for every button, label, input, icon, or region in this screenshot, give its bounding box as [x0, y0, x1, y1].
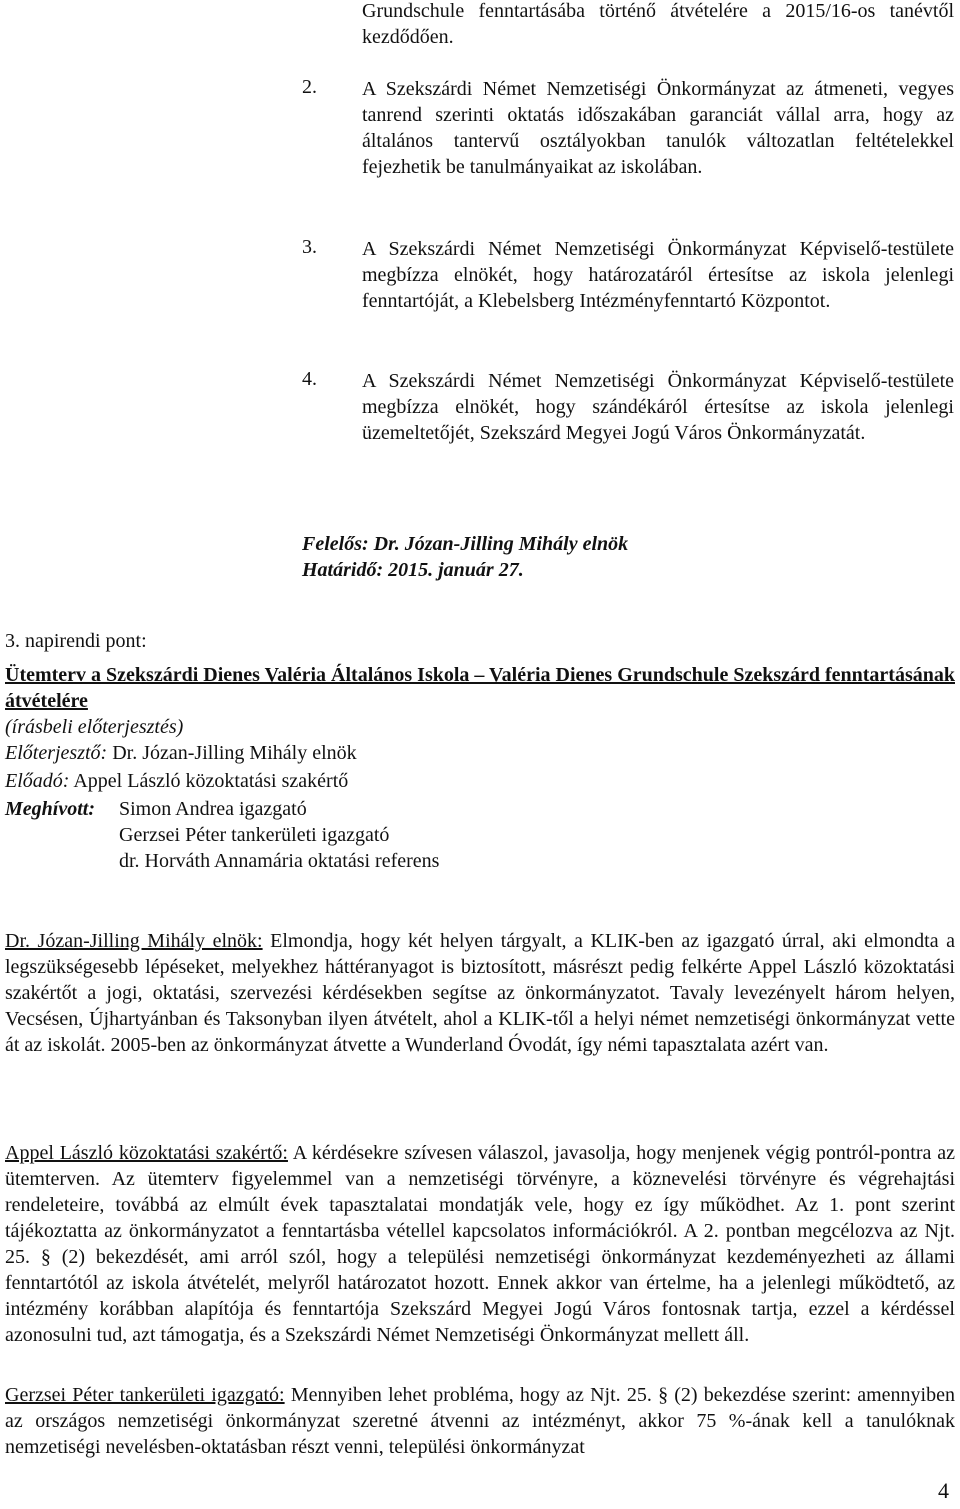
speaker-name: Appel László közoktatási szakértő:	[5, 1142, 288, 1164]
invited-person: Gerzsei Péter tankerületi igazgató	[119, 824, 390, 846]
presenter-name: Dr. Józan-Jilling Mihály elnök	[112, 742, 357, 764]
presenter-label: Előterjesztő:	[5, 742, 108, 764]
deadline-line: Határidő: 2015. január 27.	[302, 559, 524, 581]
list-item-text: A Szekszárdi Német Nemzetiségi Önkormányzat Képviselő-testülete megbízza elnökét, hogy határozatáról értesítse az iskola jelenlegi fenntartóját, a Klebelsberg Intézményfenntartó Központot.	[362, 238, 954, 312]
list-item-text: A Szekszárdi Német Nemzetiségi Önkormányzat Képviselő-testülete megbízza elnökét, hogy szándékáról értesítse az iskola jelenlegi üzemeltetőjét, Szekszárd Megyei Jogú Város Önkormányzatát.	[362, 370, 954, 444]
agenda-number: 3. napirendi pont:	[5, 630, 147, 652]
written-note: (írásbeli előterjesztés)	[5, 716, 184, 738]
speaker-name: Gerzsei Péter tankerületi igazgató:	[5, 1384, 285, 1406]
paragraph-text: Elmondja, hogy két helyen tárgyalt, a KLIK-ben az igazgató úrral, aki elmondta a legszükségesebb lépéseket, melyekhez háttéranyagot is biztosított, másrészt pedig felkérte Appel László közoktatási szakértőt a jogi, oktatási, szervezési kérdésekben segítse az önkormányzatot. Tavaly levezényelt három helyen, Vecsésen, Újhartyánban és Taksonyban ilyen átvételt, ahol a KLIK-től a helyi német nemzetiségi önkormányzat vette át az iskolát. 2005-ben az önkormányzat átvette a Wunderland Óvodát, így némi tapasztalata azért van.	[5, 930, 955, 1056]
intro-paragraph	[362, 0, 954, 50]
invited-person: dr. Horváth Annamária oktatási referens	[119, 850, 440, 872]
paragraph-text: A kérdésekre szívesen válaszol, javasolja, hogy menjenek végig pontról-pontra az ütemterven. Az ütemterv figyelemmel van a nemzetiségi törvényre, a köznevelési törvényre és végrehajtási rendeleteire, továbbá az elmúlt évek tapasztalatai mondatják vele, hogy ez így működhet. Az 1. pont szerint tájékoztatta az önkormányzatot a fenntartásba vétellel kapcsolatos információkról. A 2. pontban megcélozva az Njt. 25. § (2) bekezdését, ami arról szól, hogy a települési nemzetiségi önkormányzat kezdeményezheti az állami fenntartótól az iskola átvételét, melyről határozatot hozott. Ennek akkor van értelme, ha a jelenlegi működtető, az intézmény korábban alapítója és fenntartója Szekszárd Megyei Jogú Város fontosnak tartja, ezzel a kérdéssel azonosulni tud, azt támogatja, és a Szekszárdi Német Nemzetiségi Önkormányzat mellett áll.	[5, 1142, 955, 1346]
minutes-paragraph	[5, 928, 955, 1058]
list-item	[362, 368, 954, 446]
paragraph-text: Mennyiben lehet probléma, hogy az Njt. 25. § (2) bekezdése szerint: amennyiben az országos nemzetiségi önkormányzat szeretné átvenni az intézményt, akkor 75 %-ának kell a tanulóknak nemzetiségi nevelésben-oktatásban részt venni, települési önkormányzat	[5, 1384, 955, 1458]
intro-text: Grundschule fenntartásába történő átvételére a 2015/16-os tanévtől kezdődően.	[362, 0, 954, 48]
list-item-text: A Szekszárdi Német Nemzetiségi Önkormányzat az átmeneti, vegyes tanrend szerinti oktatás időszakában garanciát vállal arra, hogy az általános tantervű osztályokban tanulók változatlan feltételekkel fejezhetik be tanulmányaikat az iskolában.	[362, 78, 954, 178]
item-number: 4.	[302, 368, 317, 390]
minutes-paragraph	[5, 1382, 955, 1460]
agenda-title: Ütemterv a Szekszárdi Dienes Valéria Általános Iskola – Valéria Dienes Grundschule Szekszárd fenntartásának átvételére	[5, 664, 955, 712]
speaker-name: Appel László közoktatási szakértő	[73, 770, 349, 792]
page-number: 4	[938, 1478, 949, 1503]
list-item	[362, 76, 954, 180]
minutes-paragraph	[5, 1140, 955, 1348]
presenter-line	[5, 740, 357, 766]
responsible-line: Felelős: Dr. Józan-Jilling Mihály elnök	[302, 533, 629, 555]
speaker-label: Előadó:	[5, 770, 70, 792]
invited-label: Meghívott:	[5, 798, 95, 820]
item-number: 2.	[302, 76, 317, 98]
speaker-name: Dr. Józan-Jilling Mihály elnök:	[5, 930, 263, 952]
list-item	[362, 236, 954, 314]
item-number: 3.	[302, 236, 317, 258]
invited-person: Simon Andrea igazgató	[119, 798, 307, 820]
speaker-line	[5, 768, 348, 794]
